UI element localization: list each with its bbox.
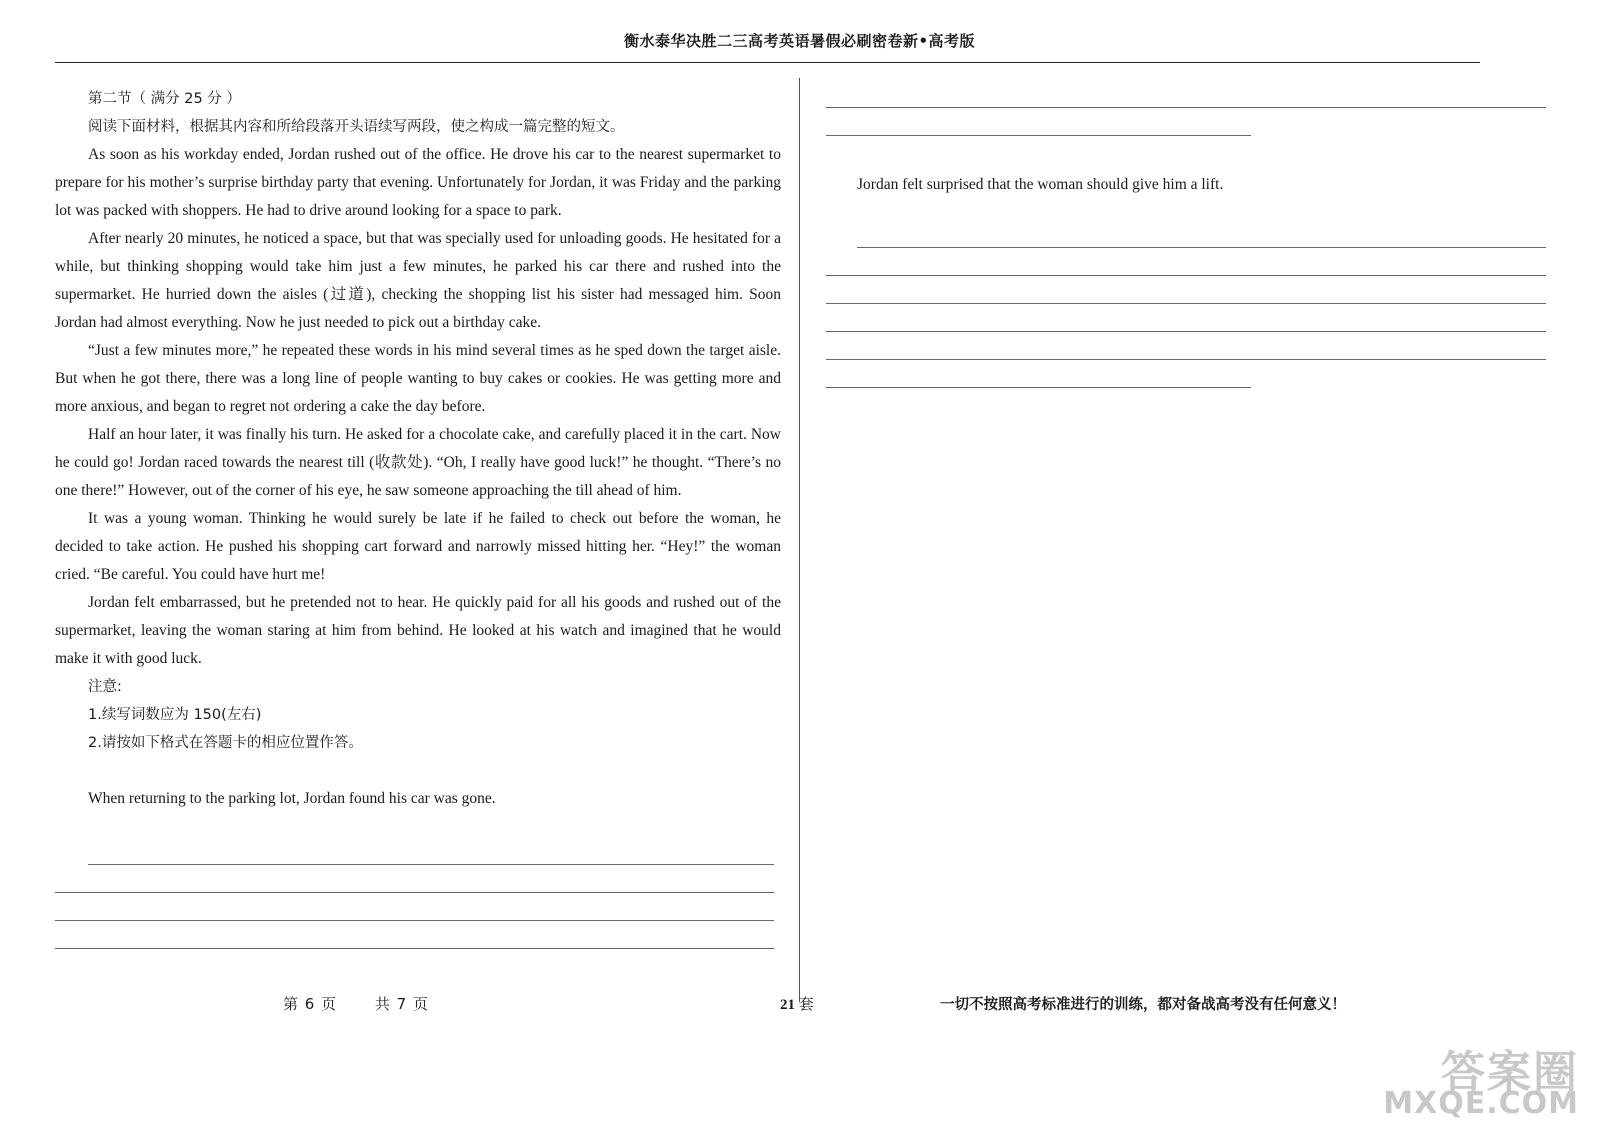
answer-line[interactable] [826, 107, 1546, 108]
page-total: 共 7 页 [374, 995, 429, 1013]
note-item: 2.请按如下格式在答题卡的相应位置作答。 [88, 735, 363, 751]
answer-line[interactable] [826, 359, 1546, 360]
watermark-text-cn: 答案圈 [1441, 1047, 1579, 1098]
set-number: 21 [780, 997, 795, 1013]
section-heading: 第二节（ 满分 25 分 ） [88, 91, 241, 107]
column-divider [799, 78, 800, 1002]
notes-label: 注意: [88, 679, 122, 695]
watermark-text-url: MXQE.COM [1383, 1086, 1579, 1121]
answer-line[interactable] [55, 920, 774, 921]
passage-paragraph: Half an hour later, it was finally his turn. He asked for a chocolate cake, and carefully placed it in the cart. Now he could go! Jordan raced towards the nearest till (收款处). “Oh, I really have good luck!” he thought. “There’s no one there!” However, out of the corner of his eye, he saw someone approaching the till ahead of him. [55, 426, 781, 499]
header-divider [55, 62, 1480, 63]
answer-line[interactable] [826, 331, 1546, 332]
page-number [283, 993, 435, 1014]
left-column [55, 85, 781, 813]
page-header-title: 衡水泰华决胜二三高考英语暑假必刷密卷新•高考版 [623, 32, 976, 50]
section-instruction: 阅读下面材料，根据其内容和所给段落开头语续写两段，使之构成一篇完整的短文。 [88, 119, 625, 135]
note-item: 1.续写词数应为 150(左右) [88, 707, 262, 723]
answer-line[interactable] [55, 948, 774, 949]
passage-paragraph: It was a young woman. Thinking he would surely be late if he failed to check out before the woman, he decided to take action. He pushed his shopping cart forward and narrowly missed hitting her. “Hey!” the woman cried. “Be careful. You could have hurt me! [55, 510, 781, 583]
answer-line[interactable] [826, 303, 1546, 304]
answer-line[interactable] [826, 275, 1546, 276]
passage-paragraph: Jordan felt embarrassed, but he pretended not to hear. He quickly paid for all his goods and rushed out of the supermarket, leaving the woman staring at him from behind. He looked at his watch and imagined that he would make it with good luck. [55, 594, 781, 667]
answer-line[interactable] [826, 135, 1251, 136]
set-suffix: 套 [798, 997, 814, 1013]
footer-slogan: 一切不按照高考标准进行的训练，都对备战高考没有任何意义！ [940, 997, 1346, 1013]
page-current: 第 6 页 [283, 995, 338, 1013]
passage-paragraph: “Just a few minutes more,” he repeated these words in his mind several times as he sped down the target aisle. But when he got there, there was a long line of people wanting to buy cakes or cookies. He was getting more and more anxious, and began to regret not ordering a cake the day before. [55, 342, 781, 415]
continuation-prompt-2: Jordan felt surprised that the woman should give him a lift. [857, 176, 1224, 193]
answer-line[interactable] [55, 892, 774, 893]
answer-line[interactable] [857, 247, 1546, 248]
continuation-prompt-1: When returning to the parking lot, Jordan found his car was gone. [88, 790, 496, 807]
passage-paragraph: As soon as his workday ended, Jordan rushed out of the office. He drove his car to the nearest supermarket to prepare for his mother’s surprise birthday party that evening. Unfortunately for Jordan, it was Friday and the parking lot was packed with shoppers. He had to drive around looking for a space to park. [55, 146, 781, 219]
watermark-logo [1383, 1036, 1579, 1121]
passage-paragraph: After nearly 20 minutes, he noticed a space, but that was specially used for unloading goods. He hesitated for a while, but thinking shopping would take him just a few minutes, he parked his car there and rushed into the supermarket. He hurried down the aisles (过道), checking the shopping list his sister had messaged him. Soon Jordan had almost everything. Now he just needed to pick out a birthday cake. [55, 230, 781, 331]
answer-line[interactable] [826, 387, 1251, 388]
answer-line[interactable] [88, 864, 774, 865]
set-label [780, 993, 814, 1014]
